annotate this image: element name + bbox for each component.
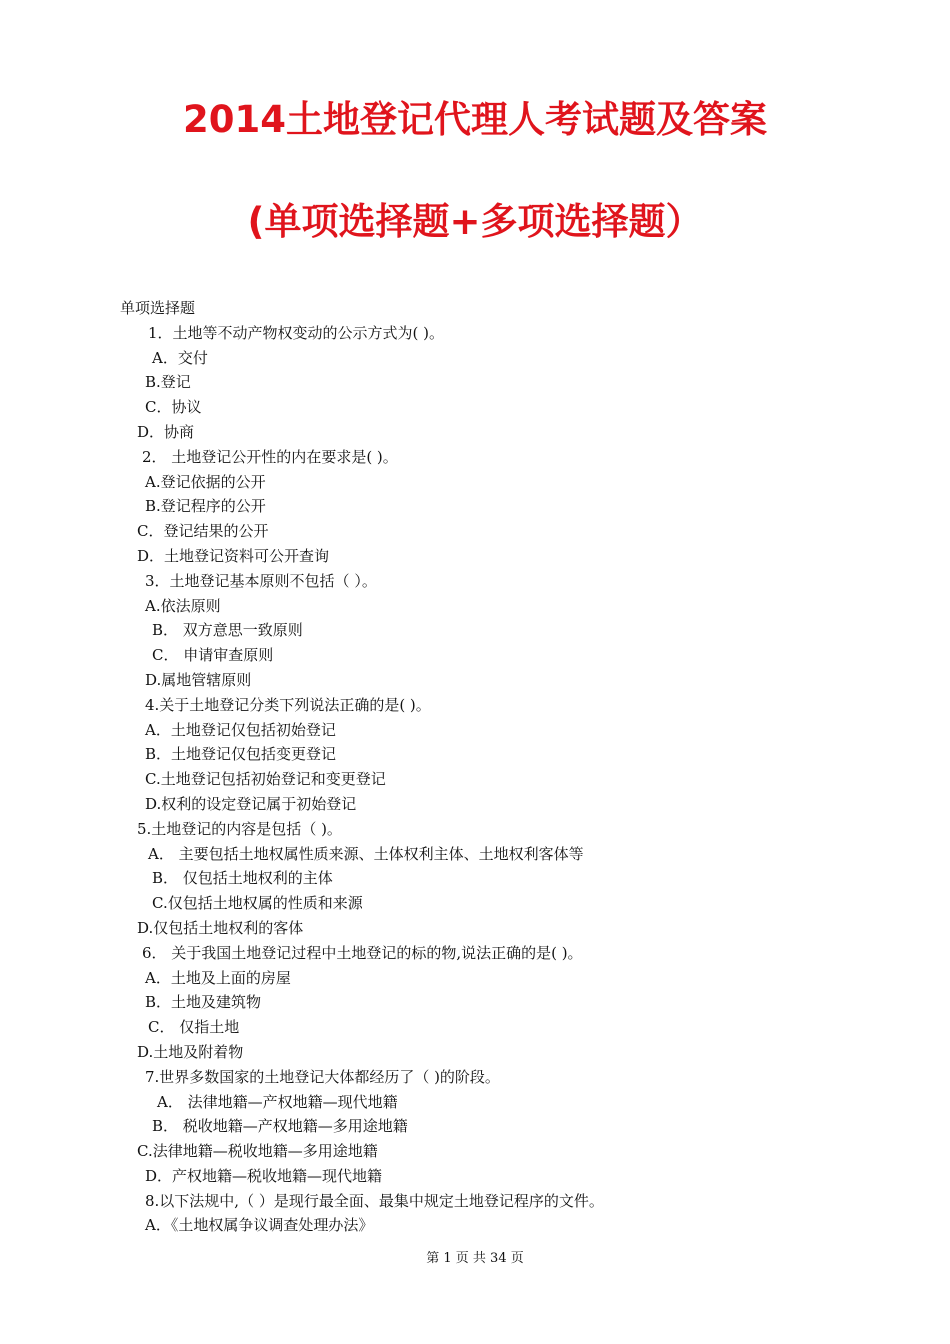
document-title: 2014土地登记代理人考试题及答案 [183,98,767,141]
option-1a: A．交付 [152,348,208,367]
option-8a: A．《土地权属争议调查处理办法》 [145,1216,374,1235]
document-subtitle: (单项选择题+多项选择题） [247,200,703,243]
option-7d: D．产权地籍—税收地籍—现代地籍 [145,1166,383,1185]
option-3a: A.依法原则 [145,596,221,615]
option-4c: C.土地登记包括初始登记和变更登记 [145,770,386,789]
option-6d: D.土地及附着物 [137,1042,244,1061]
question-6: 6． 关于我国土地登记过程中土地登记的标的物,说法正确的是( )。 [142,943,583,962]
option-4a: A．土地登记仅包括初始登记 [145,720,336,739]
section-heading: 单项选择题 [120,299,196,317]
option-1b: B.登记 [145,373,191,392]
option-7c: C.法律地籍—税收地籍—多用途地籍 [137,1142,378,1161]
option-2b: B.登记程序的公开 [145,497,266,516]
question-7: 7.世界多数国家的土地登记大体都经历了（ )的阶段。 [145,1067,500,1086]
option-1c: C．协议 [145,398,202,417]
option-2a: A.登记依据的公开 [145,472,266,491]
option-7a: A． 法律地籍—产权地籍—现代地籍 [157,1092,398,1111]
question-3: 3．土地登记基本原则不包括（ ）。 [145,571,377,590]
option-6a: A．土地及上面的房屋 [145,968,291,987]
question-1: 1．土地等不动产物权变动的公示方式为( )。 [148,323,445,342]
option-3c: C． 申请审查原则 [152,646,274,665]
question-5: 5.土地登记的内容是包括（ )。 [137,819,342,838]
page-number-footer: 第 1 页 共 34 页 [426,1251,524,1266]
option-1d: D．协商 [137,422,195,441]
document-body [0,296,950,1238]
option-5d: D.仅包括土地权利的客体 [137,918,304,937]
option-7b: B． 税收地籍—产权地籍—多用途地籍 [152,1117,408,1136]
option-5b: B． 仅包括土地权利的主体 [152,869,333,888]
option-4b: B．土地登记仅包括变更登记 [145,745,337,764]
option-2d: D．土地登记资料可公开查询 [137,546,330,565]
option-5c: C.仅包括土地权属的性质和来源 [152,894,363,913]
option-6b: B．土地及建筑物 [145,993,262,1012]
option-5a: A． 主要包括土地权属性质来源、土体权利主体、土地权利客体等 [148,844,584,863]
option-3b: B． 双方意思一致原则 [152,621,303,640]
question-2: 2． 土地登记公开性的内在要求是( )。 [142,447,398,466]
option-3d: D.属地管辖原则 [145,670,252,689]
question-4: 4.关于土地登记分类下列说法正确的是( )。 [145,695,431,714]
option-4d: D.权利的设定登记属于初始登记 [145,794,357,813]
option-2c: C．登记结果的公开 [137,522,269,541]
option-6c: C． 仅指土地 [148,1018,240,1037]
question-8: 8.以下法规中,（ ）是现行最全面、最集中规定土地登记程序的文件。 [145,1191,604,1210]
